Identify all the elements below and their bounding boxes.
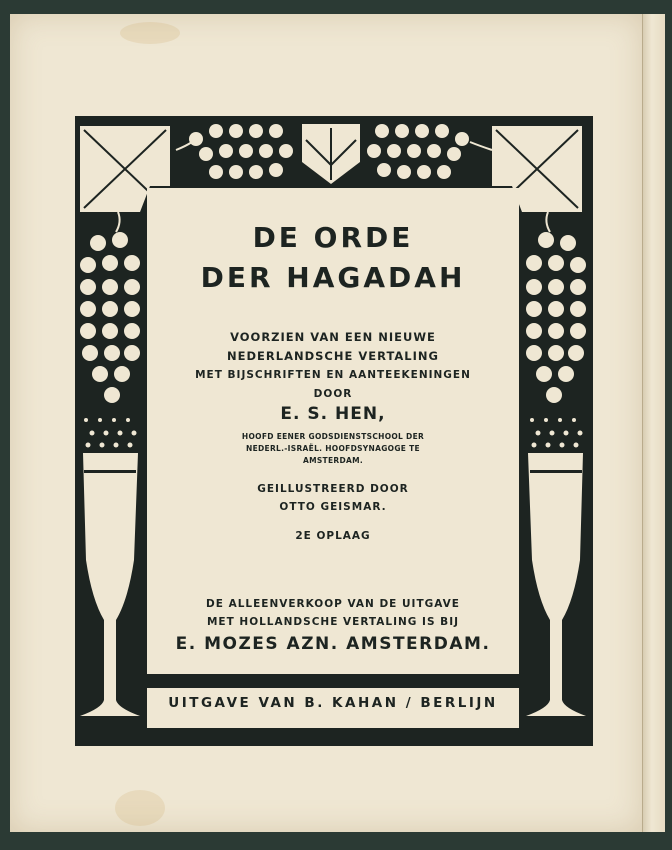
- title-panel: [147, 188, 519, 674]
- subtitle-line3: MET BIJSCHRIFTEN EN AANTEEKENINGEN: [195, 369, 471, 381]
- grape-cluster-icon: [189, 124, 293, 179]
- author-description-line3: AMSTERDAM.: [302, 456, 364, 465]
- wine-glass-icon: [80, 453, 140, 716]
- grape-cluster-icon: [80, 232, 140, 403]
- imprint-text: UITGAVE VAN B. KAHAN / BERLIJN: [168, 695, 498, 711]
- book-title-line1: DE ORDE: [252, 221, 414, 254]
- by-label: DOOR: [313, 388, 353, 400]
- imprint-band: [147, 688, 519, 728]
- publisher-name: E. MOZES AZN. AMSTERDAM.: [175, 634, 491, 654]
- book-title-line2: DER HAGADAH: [200, 261, 466, 294]
- edition-label: 2E OPLAAG: [295, 530, 371, 542]
- subtitle-line2: NEDERLANDSCHE VERTALING: [227, 349, 439, 363]
- author-description-line1: HOOFD EENER GODSDIENSTSCHOOL DER: [241, 432, 425, 441]
- sale-notice-line2: MET HOLLANDSCHE VERTALING IS BIJ: [206, 616, 460, 628]
- sale-notice-line1: DE ALLEENVERKOOP VAN DE UITGAVE: [206, 598, 460, 610]
- subtitle-line1: VOORZIEN VAN EEN NIEUWE: [230, 330, 436, 344]
- author-description-line2: NEDERL.-ISRAËL. HOOFDSYNAGOGE TE: [246, 444, 420, 453]
- grape-cluster-icon: [526, 232, 586, 403]
- author-name: E. S. HEN,: [280, 404, 386, 424]
- illustrator-name: OTTO GEISMAR.: [279, 501, 387, 513]
- illustrator-label: GEILLUSTREERD DOOR: [257, 483, 409, 495]
- grape-cluster-icon: [367, 124, 469, 179]
- wine-glass-icon: [526, 453, 586, 716]
